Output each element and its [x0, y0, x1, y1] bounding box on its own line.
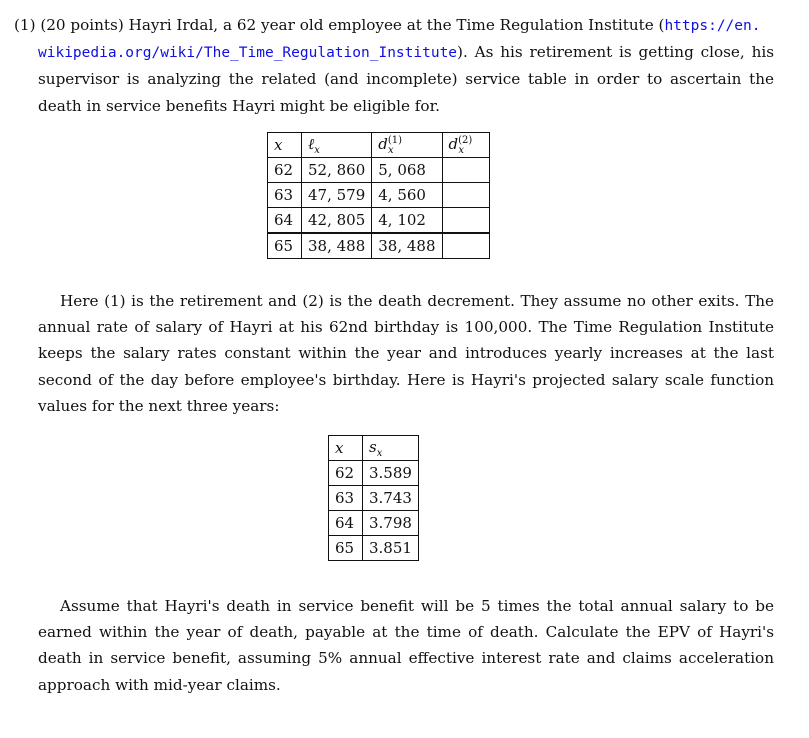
intro-text-b: ). As his retirement is getting close, his supervisor is analyzing the related (and incomplete) service table in order to ascertain the death in service benefits Hayri might be eligible for. — [38, 43, 774, 115]
intro-continuation — [14, 39, 774, 119]
cell-sx: 3.851 — [363, 536, 419, 561]
cell-x: 62 — [268, 158, 302, 183]
paragraph-question: Assume that Hayri's death in service benefit will be 5 times the total annual salary to be earned within the year of death, payable at the time of death. Calculate the EPV of Hayri's death in service benefit, assuming 5% annual effective interest rate and claims acceleration approach with mid-year claims. — [38, 597, 774, 694]
cell-lx: 38, 488 — [302, 233, 372, 259]
cell-d2x — [442, 158, 489, 183]
cell-x: 64 — [268, 208, 302, 234]
wikipedia-link-part-1[interactable]: https://en. — [664, 18, 761, 34]
cell-sx: 3.743 — [363, 486, 419, 511]
cell-x: 65 — [268, 233, 302, 259]
cell-d1x: 4, 560 — [372, 183, 442, 208]
header-d2x: $d^{(2)}_x$ — [442, 133, 489, 158]
cell-x: 64 — [329, 511, 363, 536]
header-d1x: $d^{(1)}_x$ — [372, 133, 442, 158]
salary-table-header — [329, 436, 419, 461]
table-row — [329, 461, 419, 486]
cell-lx: 42, 805 — [302, 208, 372, 234]
cell-lx: 47, 579 — [302, 183, 372, 208]
header-lx: ℓ$_x$ — [302, 133, 372, 158]
salary-scale-table — [328, 435, 419, 561]
problem-points: (20 points) — [40, 16, 124, 34]
cell-d1x: 5, 068 — [372, 158, 442, 183]
service-table — [267, 132, 490, 259]
cell-d2x — [442, 183, 489, 208]
table-row — [268, 233, 490, 259]
table-row — [268, 183, 490, 208]
table-row — [329, 536, 419, 561]
table-row — [329, 486, 419, 511]
cell-x: 63 — [268, 183, 302, 208]
table-row — [268, 158, 490, 183]
table-row — [329, 511, 419, 536]
cell-x: 65 — [329, 536, 363, 561]
problem-intro — [14, 12, 774, 119]
header-x: x — [268, 133, 302, 158]
cell-sx: 3.589 — [363, 461, 419, 486]
problem-number: (1) — [14, 16, 36, 34]
wikipedia-link-part-2[interactable]: wikipedia.org/wiki/The_Time_Regulation_Institute — [38, 45, 458, 62]
cell-d1x: 4, 102 — [372, 208, 442, 234]
cell-sx: 3.798 — [363, 511, 419, 536]
cell-lx: 52, 860 — [302, 158, 372, 183]
table-row — [268, 208, 490, 234]
cell-x: 62 — [329, 461, 363, 486]
header-sx: $s_x$ — [363, 436, 419, 461]
header-x: x — [329, 436, 363, 461]
cell-d2x — [442, 208, 489, 234]
cell-x: 63 — [329, 486, 363, 511]
service-table-header — [268, 133, 490, 158]
intro-text-a: Hayri Irdal, a 62 year old employee at the Time Regulation Institute ( — [128, 16, 665, 34]
paragraph-decrements: Here (1) is the retirement and (2) is the death decrement. They assume no other exits. The annual rate of salary of Hayri at his 62nd birthday is 100,000. The Time Regulation Institute keeps the salary rates constant within the year and introduces yearly increases at the last second of the day before employee's birthday. Here is Hayri's projected salary scale function values for the next three years: — [38, 292, 774, 415]
cell-d2x — [442, 233, 489, 259]
cell-d1x: 38, 488 — [372, 233, 442, 259]
